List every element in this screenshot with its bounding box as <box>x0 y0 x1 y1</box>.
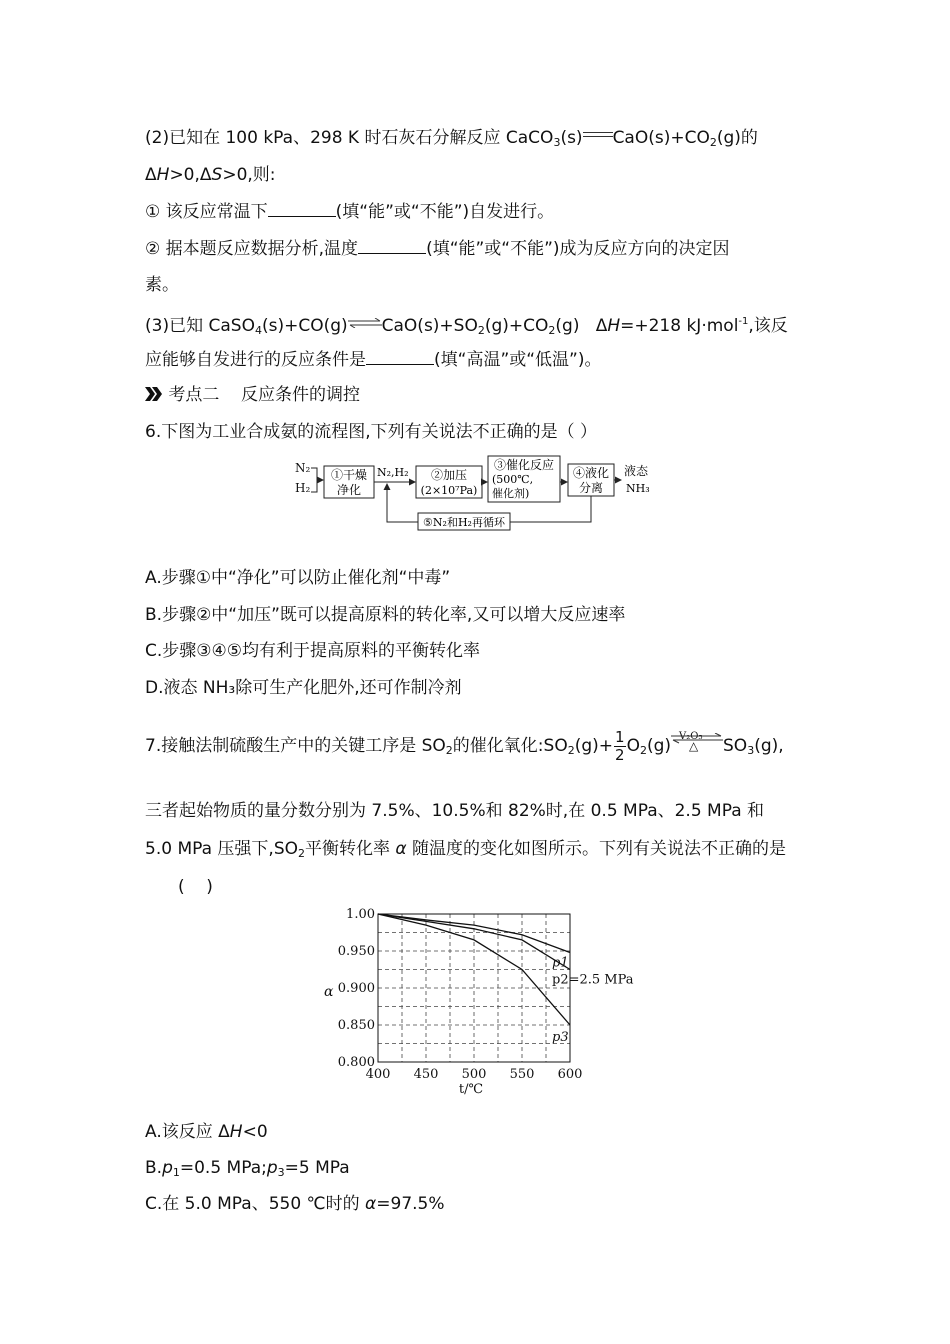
q6-option-d: D.液态 NH₃除可生产化肥外,还可作制冷剂 <box>145 678 462 698</box>
q7-option-text: p <box>162 1158 173 1178</box>
q7-option-text: α <box>365 1194 377 1214</box>
q2-intro <box>145 127 758 154</box>
answer-blank[interactable] <box>268 200 336 217</box>
q7-line3 <box>145 838 786 865</box>
x-tick-label: 450 <box>413 1067 439 1082</box>
flow-step3-label: (500℃, <box>492 473 534 486</box>
q7-text: 7.接触法制硫酸生产中的关键工序是 SO <box>145 736 446 756</box>
q6-option-b: B.步骤②中“加压”既可以提高原料的转化率,又可以增大反应速率 <box>145 605 626 625</box>
q7-text: O <box>626 736 640 756</box>
series-line-p1 <box>378 914 570 952</box>
flow-input-n2: N₂ <box>295 461 311 475</box>
fraction-denominator: 2 <box>615 745 625 764</box>
subscript: 3 <box>553 136 561 149</box>
flow-step2-label: ②加压 <box>430 468 468 482</box>
q3-text: (3)已知 CaSO <box>145 316 255 336</box>
flow-step4-label: ④液化 <box>572 466 610 480</box>
subscript: 2 <box>567 744 575 757</box>
q7-option-text: p <box>266 1158 278 1178</box>
section-heading <box>145 384 360 406</box>
q3-text: CaO(s)+SO <box>381 316 478 336</box>
q7-option-text: H <box>229 1122 243 1142</box>
subscript: 2 <box>477 324 485 337</box>
flow-step2-label: (2×10⁷Pa) <box>420 484 478 497</box>
x-tick-label: 600 <box>557 1067 583 1082</box>
q2-intro-text: CaO(s)+CO <box>612 128 710 148</box>
flow-output-label: NH₃ <box>626 482 650 495</box>
q2-item1-text: ① 该反应常温下 <box>145 202 268 222</box>
q2-item1-text: (填“能”或“不能”)自发进行。 <box>335 202 555 222</box>
subscript: 3 <box>747 744 755 757</box>
y-tick-label: 1.00 <box>346 907 375 922</box>
q6-option-a: A.步骤①中“净化”可以防止催化剂“中毒” <box>145 568 451 588</box>
flow-output-label: 液态 <box>624 464 649 478</box>
q7-text: (g) <box>646 736 672 756</box>
q7-text: α <box>395 839 407 859</box>
q2-item2-text: ② 据本题反应数据分析,温度 <box>145 239 359 259</box>
q7-text: 5.0 MPa 压强下,SO <box>145 839 298 859</box>
flow-gas-label: N₂,H₂ <box>377 466 409 479</box>
q7-line2: 三者起始物质的量分数分别为 7.5%、10.5%和 82%时,在 0.5 MPa、2.5 MPa 和 <box>145 801 765 821</box>
flow-step3-label: ③催化反应 <box>493 458 555 472</box>
q2-item2 <box>145 237 730 260</box>
q7-option-text: A.该反应 Δ <box>145 1122 230 1142</box>
q2-intro-text: (2)已知在 100 kPa、298 K 时石灰石分解反应 CaCO <box>145 128 554 148</box>
answer-blank[interactable] <box>366 348 434 365</box>
subscript: 2 <box>709 136 717 149</box>
flow-step4-label: 分离 <box>578 481 604 495</box>
q2-item2-cont: 素。 <box>145 275 179 295</box>
subscript: 2 <box>548 324 556 337</box>
q7-option-c <box>145 1193 445 1215</box>
answer-blank[interactable] <box>358 237 426 254</box>
catalyzed-reversible-arrow <box>671 731 723 761</box>
subscript: 2 <box>639 744 647 757</box>
series-label-p3: p3 <box>552 1030 569 1045</box>
fraction-half <box>614 729 626 764</box>
flow-step1-label: 净化 <box>336 483 362 497</box>
y-tick-label: 0.950 <box>337 944 375 959</box>
q7-text: 的催化氧化:SO <box>452 736 568 756</box>
superscript: -1 <box>738 316 749 327</box>
subscript: 4 <box>254 324 262 337</box>
q7-option-a <box>145 1121 268 1143</box>
y-tick-label: 0.900 <box>337 981 375 996</box>
q7-stem <box>145 726 784 771</box>
q7-text: (g), <box>754 736 784 756</box>
q7-option-text: =5 MPa <box>284 1158 350 1178</box>
q3-text: (g) Δ <box>555 316 608 336</box>
q2-cond-text: >0,Δ <box>169 165 212 185</box>
x-tick-label: 500 <box>461 1067 487 1082</box>
x-axis-label: t/℃ <box>458 1082 484 1097</box>
q7-option-text: B. <box>145 1158 163 1178</box>
q3-text: (g)+CO <box>484 316 549 336</box>
series-label-p1: p1 <box>552 955 569 971</box>
subscript: 2 <box>298 847 305 860</box>
subscript: 3 <box>277 1166 285 1179</box>
q3-equation <box>145 311 788 342</box>
q6-option-c: C.步骤③④⑤均有利于提高原料的平衡转化率 <box>145 641 480 661</box>
q3-text: H <box>607 316 621 336</box>
q3-text: (填“高温”或“低温”)。 <box>434 350 602 370</box>
ammonia-flow-diagram <box>290 452 670 534</box>
heat-symbol: △ <box>689 739 699 753</box>
fraction-numerator: 1 <box>615 727 625 746</box>
q2-item2-text: (填“能”或“不能”)成为反应方向的决定因 <box>426 239 730 259</box>
subscript: 2 <box>445 744 453 757</box>
flow-recycle-label: ⑤N₂和H₂再循环 <box>423 516 505 529</box>
q2-cond-text: Δ <box>145 165 157 185</box>
q7-text: SO <box>723 736 748 756</box>
q2-item1 <box>145 200 554 223</box>
series-label-p2: p2=2.5 MPa <box>552 972 634 988</box>
subscript: 1 <box>172 1166 180 1179</box>
section-title: 考点二 反应条件的调控 <box>168 385 361 405</box>
catalyst-label: V₂O₅ <box>679 731 703 742</box>
q7-option-text: C.在 5.0 MPa、550 ℃时的 <box>145 1194 366 1214</box>
q2-cond-text: S <box>211 165 223 185</box>
flow-input-h2: H₂ <box>295 481 311 495</box>
q3-line2 <box>145 348 602 371</box>
equilibrium-arrow <box>583 130 613 140</box>
q7-option-b <box>145 1157 350 1184</box>
q2-intro-text: (g)的 <box>716 128 758 148</box>
q2-cond-text: H <box>156 165 170 185</box>
q3-text: 应能够自发进行的反应条件是 <box>145 350 366 370</box>
x-tick-label: 550 <box>509 1067 535 1082</box>
q7-option-text: <0 <box>242 1122 268 1142</box>
flow-step3-label: 催化剂) <box>492 487 530 500</box>
conversion-chart <box>318 900 638 1100</box>
q7-text: 平衡转化率 <box>305 839 396 859</box>
q3-text: (s)+CO(g) <box>261 316 348 336</box>
y-axis-label: α <box>324 984 334 1000</box>
flow-step1-label: ①干燥 <box>330 468 368 482</box>
q7-text: (g)+ <box>574 736 614 756</box>
q7-answer-paren: ( ) <box>178 877 213 897</box>
x-tick-label: 400 <box>365 1067 391 1082</box>
reversible-arrow <box>348 318 382 328</box>
q6-stem: 6.下图为工业合成氨的流程图,下列有关说法不正确的是（ ） <box>145 422 598 442</box>
q7-text: 随温度的变化如图所示。下列有关说法不正确的是 <box>406 839 787 859</box>
double-chevron-icon <box>145 387 163 401</box>
y-tick-label: 0.850 <box>337 1018 375 1033</box>
q7-option-text: =97.5% <box>376 1194 445 1214</box>
q2-condition <box>145 164 276 186</box>
q7-option-text: =0.5 MPa; <box>179 1158 267 1178</box>
y-tick-label: 0.800 <box>337 1055 375 1070</box>
q2-intro-text: (s) <box>560 128 583 148</box>
q2-cond-text: >0,则: <box>222 165 276 185</box>
q3-text: =+218 kJ·mol <box>620 316 739 336</box>
q3-text: ,该反 <box>748 316 788 336</box>
